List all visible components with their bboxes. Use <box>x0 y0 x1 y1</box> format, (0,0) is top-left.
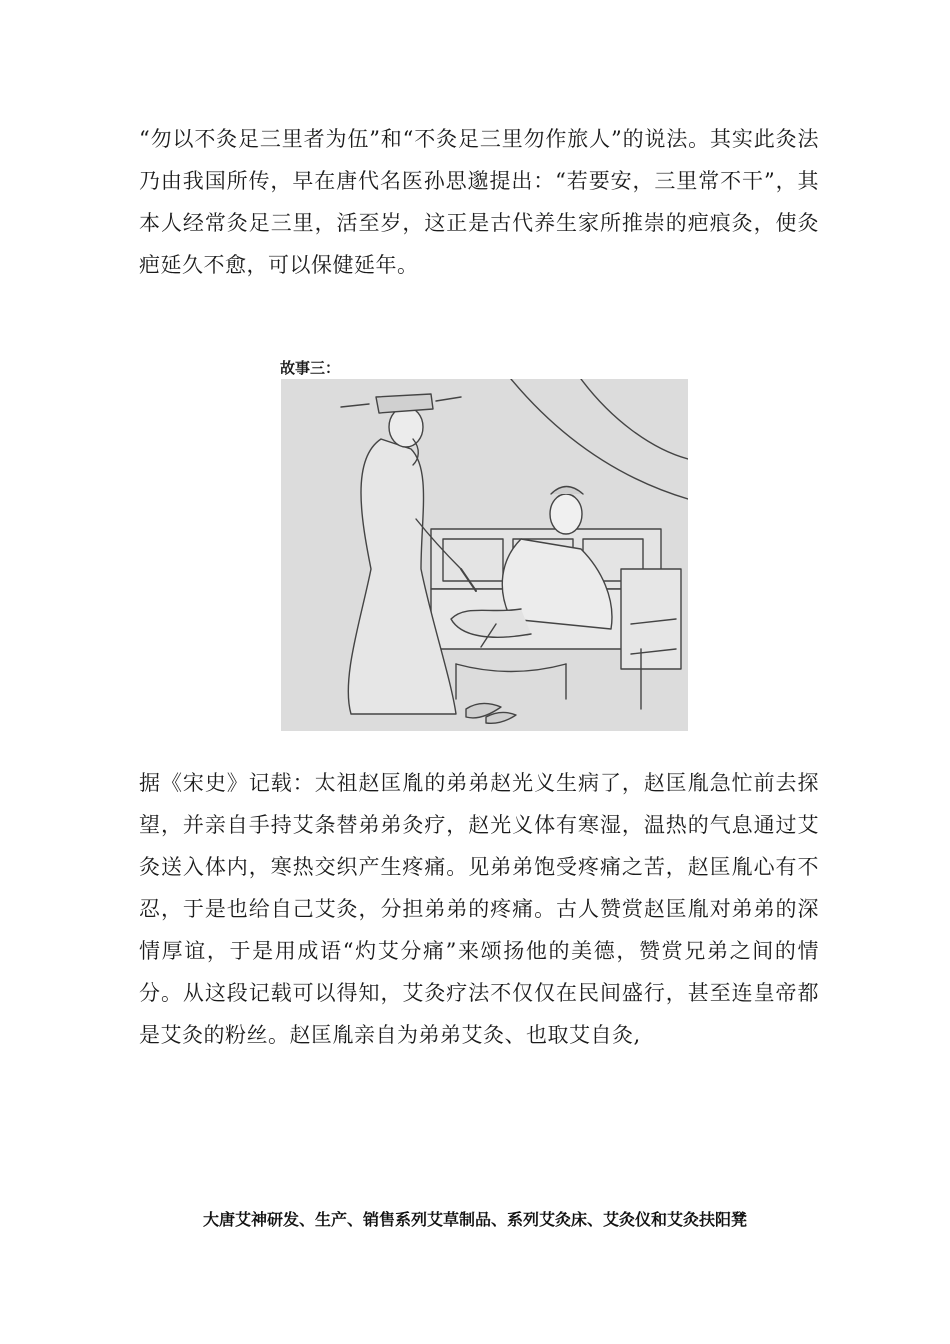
story-paragraph: 据《宋史》记载：太祖赵匡胤的弟弟赵光义生病了，赵匡胤急忙前去探望，并亲自手持艾条替弟弟灸疗，赵光义体有寒湿，温热的气息通过艾灸送入体内，寒热交织产生疼痛。见弟弟饱受疼痛之苦，赵匡胤心有不忍，于是也给自己艾灸，分担弟弟的疼痛。古人赞赏赵匡胤对弟弟的深情厚谊，于是用成语“灼艾分痛”来颂扬他的美德，赞赏兄弟之间的情分。从这段记载可以得知，艾灸疗法不仅仅在民间盛行，甚至连皇帝都是艾灸的粉丝。赵匡胤亲自为弟弟艾灸、也取艾自灸, <box>139 771 819 1047</box>
footer-banner: 大唐艾神研发、生产、销售系列艾草制品、系列艾灸床、艾灸仪和艾灸扶阳凳 <box>202 1210 747 1229</box>
illustration-caption: 故事三： <box>280 359 341 377</box>
intro-paragraph: “勿以不灸足三里者为伍”和“不灸足三里勿作旅人”的说法。其实此灸法乃由我国所传，早在唐代名医孙思邈提出：“若要安，三里常不干”，其本人经常灸足三里，活至岁，这正是古代养生家所推崇的疤痕灸，使灸疤延久不愈，可以保健延年。 <box>139 127 819 277</box>
story-illustration <box>281 379 688 731</box>
